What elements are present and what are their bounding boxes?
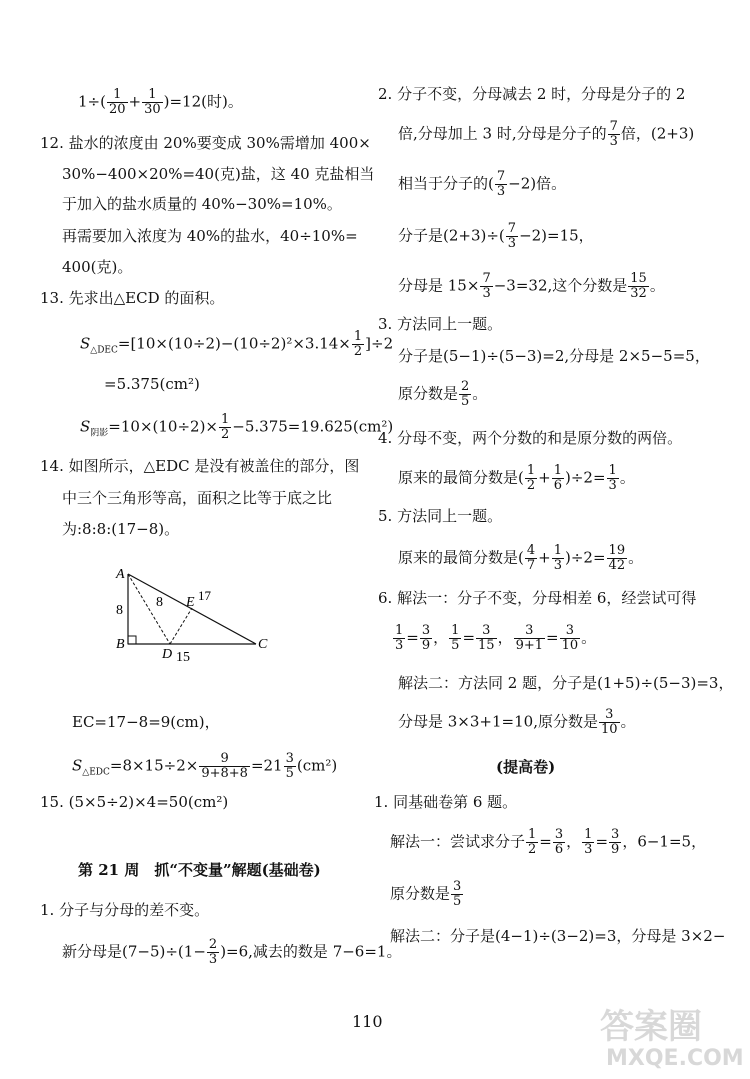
answer-4-line1: 4. 分母不变，两个分数的和是原分数的两倍。 bbox=[378, 429, 683, 447]
answer-12-line4: 再需要加入浓度为 40%的盐水，40÷10%= bbox=[62, 227, 358, 245]
answer-13-title: 13. 先求出△ECD 的面积。 bbox=[40, 289, 225, 307]
answer-2-line2: 倍,分母加上 3 时,分母是分子的 $\frac{7}{3}$ 倍，(2+3) bbox=[398, 119, 695, 149]
answer-15: 15. (5×5÷2)×4=50(cm²) bbox=[40, 793, 229, 811]
answer-6-fractions: $\frac{1}{3}$ = $\frac{3}{9}$ ， $\frac{1}{5}$ = $\frac{3}{15}$ ， $\frac{3}{9+1}$ = $\frac{3}{10}$ 。 bbox=[395, 623, 597, 653]
answer-14-line2: 中三个三角形等高，面积之比等于底之比 bbox=[62, 489, 333, 507]
answer-12-line2: 30%−400×20%=40(克)盐，这 40 克盐相当 bbox=[62, 165, 375, 183]
basic-answer-1-calc: 新分母是(7−5)÷(1− $\frac{2}{3}$ )=6,减去的数是 7−6=1。 bbox=[62, 937, 402, 967]
answer-13-formula1: $S_{\triangle DEC}=[10\times(10\div 2)-(10\div 2)^2\times 3.14\times$ $\frac{1}{2}$ ]÷2 bbox=[80, 329, 394, 359]
answer-3-line3: 原分数是 $\frac{2}{5}$ 。 bbox=[398, 379, 488, 409]
answer-6-line1: 6. 解法一：分子不变，分母相差 6，经尝试可得 bbox=[378, 589, 697, 607]
advanced-answer-1-original: 原分数是 $\frac{3}{5}$ bbox=[390, 879, 462, 909]
label-8-diagonal: 8 bbox=[156, 595, 163, 610]
answer-2-line5: 分母是 15× $\frac{7}{3}$ −3=32,这个分数是 $\frac{15}{32}$ 。 bbox=[398, 271, 665, 301]
answer-14-line3: 为:8:8:(17−8)。 bbox=[62, 520, 180, 538]
advanced-answer-1-method2: 解法二：分子是(4−1)÷(3−2)=3，分母是 3×2− bbox=[390, 927, 726, 945]
answer-13-formula2: =5.375(cm²) bbox=[104, 375, 200, 393]
answer-2-line4: 分子是(2+3)÷( $\frac{7}{3}$ −2)=15， bbox=[398, 221, 594, 251]
answer-13-formula3: $S_{阴影}=10\times(10\div 2)\times$ $\frac{1}{2}$ −5.375=19.625(cm²) bbox=[80, 412, 394, 442]
label-B: B bbox=[116, 637, 125, 652]
answer-2-line3: 相当于分子的( $\frac{7}{3}$ −2)倍。 bbox=[398, 169, 567, 199]
answer-6-result: 分母是 3×3+1=10,原分数是 $\frac{3}{10}$ 。 bbox=[398, 707, 636, 737]
label-17: 17 bbox=[198, 588, 211, 603]
label-A: A bbox=[116, 567, 125, 582]
label-8-vertical: 8 bbox=[116, 603, 123, 618]
section-week-21-heading: 第 21 周 抓“不变量”解题(基础卷) bbox=[78, 861, 321, 879]
advanced-answer-1-method1: 解法一：尝试求分子 $\frac{1}{2}$ = $\frac{3}{6}$ ， $\frac{1}{3}$ = $\frac{3}{9}$ ，6−1=5， bbox=[390, 827, 707, 857]
section-advanced-heading: (提高卷) bbox=[496, 758, 556, 776]
answer-11-tail: 1÷( $\frac{1}{20}$ + $\frac{1}{30}$ )=12(时)。 bbox=[78, 87, 243, 117]
label-15: 15 bbox=[176, 650, 190, 665]
answer-3-line1: 3. 方法同上一题。 bbox=[378, 315, 503, 333]
watermark-url: MXQE.COM bbox=[606, 1046, 744, 1071]
answer-12-line1: 12. 盐水的浓度由 20%要变成 30%需增加 400× bbox=[40, 134, 371, 152]
label-D: D bbox=[162, 647, 173, 662]
label-C: C bbox=[258, 637, 268, 652]
answer-2-line1: 2. 分子不变，分母减去 2 时，分母是分子的 2 bbox=[378, 85, 686, 103]
watermark-logo: 答案圈 bbox=[600, 1007, 702, 1047]
answer-12-line5: 400(克)。 bbox=[62, 258, 133, 276]
answer-3-line2: 分子是(5−1)÷(5−3)=2,分母是 2×5−5=5， bbox=[398, 347, 710, 365]
answer-4-line2: 原来的最简分数是( $\frac{1}{2}$ + $\frac{1}{6}$ )÷2= $\frac{1}{3}$ 。 bbox=[398, 463, 635, 493]
answer-5-line2: 原来的最简分数是( $\frac{4}{7}$ + $\frac{1}{3}$ )÷2= $\frac{19}{42}$ 。 bbox=[398, 543, 644, 573]
answer-6-method2: 解法二：方法同 2 题，分子是(1+5)÷(5−3)=3， bbox=[398, 674, 734, 692]
advanced-answer-1-line1: 1. 同基础卷第 6 题。 bbox=[374, 793, 518, 811]
answer-14-area: $S_{\triangle EDC}=8\times 15\div 2\times$ $\frac{9}{9+8+8}$ =21 $\frac{3}{5}$ (cm²) bbox=[72, 751, 338, 781]
answer-5-line1: 5. 方法同上一题。 bbox=[378, 507, 503, 525]
answer-14-line1: 14. 如图所示，△EDC 是没有被盖住的部分，图 bbox=[40, 457, 360, 475]
page-number: 110 bbox=[352, 1012, 383, 1031]
answer-12-line3: 于加入的盐水质量的 40%−30%=10%。 bbox=[62, 195, 342, 213]
basic-answer-1: 1. 分子与分母的差不变。 bbox=[40, 901, 210, 919]
triangle-diagram bbox=[108, 562, 278, 666]
answer-14-ec: EC=17−8=9(cm)， bbox=[72, 713, 220, 731]
label-E: E bbox=[186, 595, 195, 610]
